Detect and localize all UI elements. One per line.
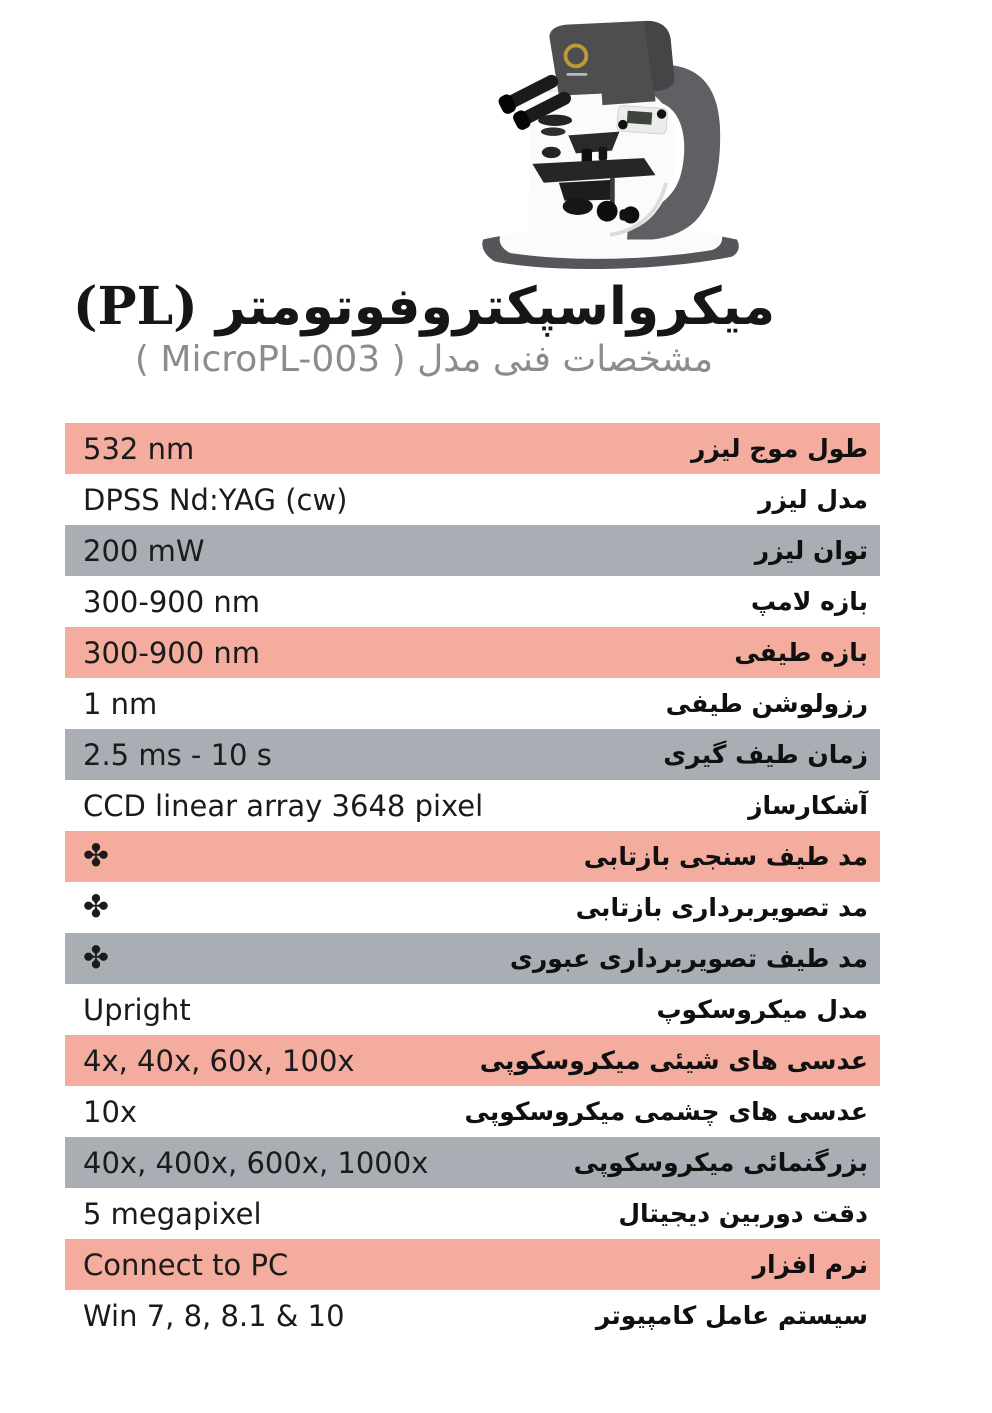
microscope-illustration [468, 10, 752, 276]
spec-label: عدسی های چشمی میکروسکوپی [464, 1097, 868, 1126]
spec-row [65, 1086, 880, 1137]
spec-value: 5 megapixel [83, 1196, 262, 1231]
spec-label: نرم افزار [752, 1250, 868, 1279]
spec-value: Win 7, 8, 8.1 & 10 [83, 1298, 345, 1333]
spec-value: 200 mW [83, 533, 205, 568]
spec-row [65, 576, 880, 627]
spec-value: 40x, 400x, 600x, 1000x [83, 1145, 429, 1180]
brand-wordmark [566, 73, 587, 76]
spec-value: Upright [83, 992, 191, 1027]
spec-label: رزولوشن طیفی [665, 689, 868, 718]
spec-label: مد تصویربرداری بازتابی [575, 893, 868, 922]
microscope-product-image [468, 10, 752, 276]
spec-row [65, 729, 880, 780]
spec-row [65, 678, 880, 729]
spec-row [65, 1188, 880, 1239]
spec-label: دقت دوربین دیجیتال [618, 1199, 868, 1228]
spec-row [65, 933, 880, 984]
spec-label: مد طیف سنجی بازتابی [583, 842, 868, 871]
spec-label: بازه طیفی [734, 638, 868, 667]
spec-label: آشکارساز [748, 791, 868, 820]
spec-label: زمان طیف گیری [663, 740, 868, 769]
spec-row [65, 1239, 880, 1290]
spec-value: DPSS Nd:YAG (cw) [83, 482, 348, 517]
spec-label: طول موج لیزر [690, 434, 868, 463]
spec-row [65, 627, 880, 678]
spec-value: CCD linear array 3648 pixel [83, 788, 484, 823]
spec-label: بزرگنمائی میکروسکوپی [573, 1148, 868, 1177]
spec-value: 532 nm [83, 431, 195, 466]
spec-row [65, 831, 880, 882]
spec-value: 1 nm [83, 686, 158, 721]
spec-row [65, 984, 880, 1035]
spec-value: Connect to PC [83, 1247, 289, 1282]
spec-row [65, 1290, 880, 1341]
spec-row [65, 423, 880, 474]
page-title-latin: (PL) [72, 276, 198, 337]
spec-value: 300-900 nm [83, 635, 261, 670]
spec-label: سیستم عامل کامپیوتر [595, 1301, 868, 1330]
spec-value: 10x [83, 1094, 138, 1129]
spec-label: توان لیزر [754, 536, 868, 565]
display-panel [617, 105, 668, 134]
heading-block [0, 278, 848, 380]
feature-check-icon: ✤ [83, 889, 109, 925]
spec-row [65, 1137, 880, 1188]
spec-row [65, 1035, 880, 1086]
page-title [0, 278, 848, 336]
feature-check-icon: ✤ [83, 940, 109, 976]
spec-row [65, 780, 880, 831]
spec-label: عدسی های شیئی میکروسکوپی [479, 1046, 868, 1075]
spec-label: مد طیف تصویربرداری عبوری [509, 944, 868, 973]
spec-table [65, 423, 880, 1341]
page-subtitle-model: ( MicroPL-003 ) [134, 339, 406, 381]
spec-label: مدل میکروسکوپ [656, 995, 868, 1024]
spec-row [65, 474, 880, 525]
spec-label: مدل لیزر [758, 485, 868, 514]
page-subtitle [0, 340, 848, 380]
spec-label: بازه لامپ [750, 587, 868, 616]
page-subtitle-farsi: مشخصات فنی مدل [417, 339, 714, 381]
page-title-farsi: میکرواسپکتروفوتومتر [215, 277, 776, 337]
spec-value: 4x, 40x, 60x, 100x [83, 1043, 355, 1078]
spec-row [65, 882, 880, 933]
spec-value: 300-900 nm [83, 584, 261, 619]
spec-value: 2.5 ms - 10 s [83, 737, 272, 772]
feature-check-icon: ✤ [83, 838, 109, 874]
spec-row [65, 525, 880, 576]
